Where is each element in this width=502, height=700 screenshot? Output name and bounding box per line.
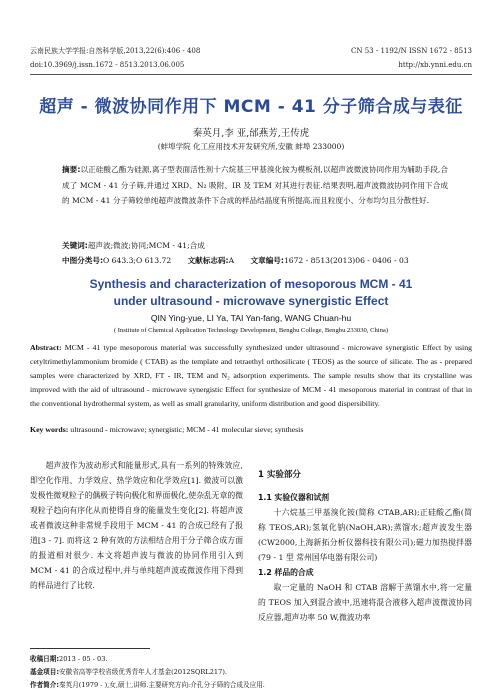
abstract-en-text: MCM - 41 type mesoporous material was successfully synthesized under ultrasound - microwave synergistic Effect by using cetyltrimethylammonium bromide ( CTAB) as the template and tetraethyl orthosilicate ( TEOS) as the source of silicate. The as - prepared samples were characterized by XRD, FT - IR, TEM and N₂ adsorption experiments. The sample results show that its crystalline was improved with the aid of ultrasound - microwave synergistic Effect for synthesize of MCM - 41 mesoporous material in contrast of that in the conventional hydrothermal system, as well as small granularity, uniform distribution and good dispersibility. (30, 343, 472, 408)
issn: CN 53 - 1192/N ISSN 1672 - 8513 (351, 47, 472, 55)
introduction-text: 超声波作为波动形式和能量形式,具有一系列的特殊效应,即空化作用、力学效应、热学效应和化学效应[1]. 微波可以激发极性微观粒子的偶极子转向极化和界面极化,使杂乱无章的微观粒子趋向有序化从而使得自身的能量发生变化[2]. 将超声波或者微波这种非常规手段用于 MCM - 41 的合成已经有了报道[3 - 7]. 而将这 2 种有效的方法相结合用于分子筛合成方面的报道相对很少. 本文将超声波与微波的协同作用引入到 MCM - 41 的合成过程中,并与单纯超声波或微波作用下得到的样品进行了比较. (30, 461, 243, 590)
abstract-en (30, 341, 472, 411)
experimental-section (258, 458, 472, 625)
affiliation-cn: (蚌埠学院 化工应用技术开发研究所,安徽 蚌埠 233000) (157, 142, 345, 151)
footnote-fund: 基金项目:安徽省高等学校省级优秀青年人才基金(2012SQRL217). (30, 668, 227, 676)
article-number: 文章编号:1672 - 8513(2013)06 - 0406 - 03 (250, 256, 409, 265)
journal-url[interactable]: http://xb.ynni.edu.cn (398, 61, 472, 69)
affiliation-en: ( Institute of Chemical Application Technology Development, Bengbu College, Bengbu 233030, China) (113, 327, 389, 334)
title-en-line1: Synthesis and characterization of mesoporous MCM - 41 (89, 277, 413, 291)
footnote-received: 收稿日期:2013 - 05 - 03. (30, 655, 108, 663)
title-en (0, 276, 502, 310)
keywords-cn (62, 240, 448, 251)
clc-number: 中图分类号:O 643.3;O 613.72 (62, 256, 172, 265)
instruments-text: 十六烷基三甲基溴化铵(简称 CTAB,AR);正硅酸乙酯(简称 TEOS,AR);氢氧化钠(NaOH,AR);蒸馏水;超声波发生器(CW2000,上海新拓分析仪器科技有限公司);磁力加热搅拌器(79 - 1 型 常州国华电器有限公司) (258, 508, 472, 562)
keywords-en-label: Key words: (30, 425, 69, 434)
journal-citation: 云南民族大学学报:自然科学版,2013,22(6):406 - 408 (30, 47, 201, 55)
subsection-heading-instruments: 1.1 实验仪器和试剂 (258, 493, 330, 502)
section-heading: 1 实验部分 (258, 470, 301, 480)
header-divider (30, 74, 472, 75)
keywords-cn-text: 超声波;微波;协同;MCM - 41;合成 (87, 241, 205, 250)
abstract-cn-label: 摘要: (62, 165, 81, 174)
authors-en: QIN Ying-yue, LI Ya, TAI Yan-fang, WANG Chuan-hu (150, 313, 352, 323)
keywords-en-text: ultrasound - microwave; synergistic; MCM - 41 molecular sieve; synthesis (70, 425, 304, 434)
doi: doi:10.3969/j.issn.1672 - 8513.2013.06.005 (30, 61, 185, 69)
authors-cn: 秦英月,李 亚,邰燕芳,王传虎 (192, 128, 310, 139)
title-cn: 超声 - 微波协同作用下 MCM - 41 分子筛合成与表征 (39, 97, 463, 117)
synthesis-text: 取一定量的 NaOH 和 CTAB 溶解于蒸馏水中,将一定量的 TEOS 加入到混合液中,迅速将混合液移入超声波微波协同反应器,超声功率 50 W,微波功率 (258, 583, 472, 622)
keywords-en (30, 425, 472, 434)
keywords-cn-label: 关键词: (62, 241, 88, 250)
abstract-cn (62, 162, 448, 209)
title-en-line2: under ultrasound - microwave synergistic Effect (113, 294, 389, 308)
document-code: 文献标志码:A (187, 256, 235, 265)
subsection-heading-synthesis: 1.2 样品的合成 (258, 568, 314, 577)
footnote-author: 作者简介:秦英月(1979 - ),女,硕士,讲师.主要研究方向:介孔分子筛的合成及应用. (30, 681, 265, 689)
footnote-divider (30, 648, 150, 649)
abstract-en-label: Abstract: (30, 343, 62, 352)
classification-line (62, 255, 462, 266)
abstract-cn-text: 以正硅酸乙酯为硅源,离子型表面活性剂十六烷基三甲基溴化铵为模板剂,以超声波微波协同作用为辅助手段,合成了 MCM - 41 分子筛,并通过 XRD、N₂ 吸附、IR 及 TEM 对其进行表征.结果表明,超声波微波协同作用下合成的 MCM - 41 分子筛较单纯超声波微波条件下合成的样品结晶度有所提高,而且粒度小、分布均匀且分散性好. (62, 165, 448, 205)
